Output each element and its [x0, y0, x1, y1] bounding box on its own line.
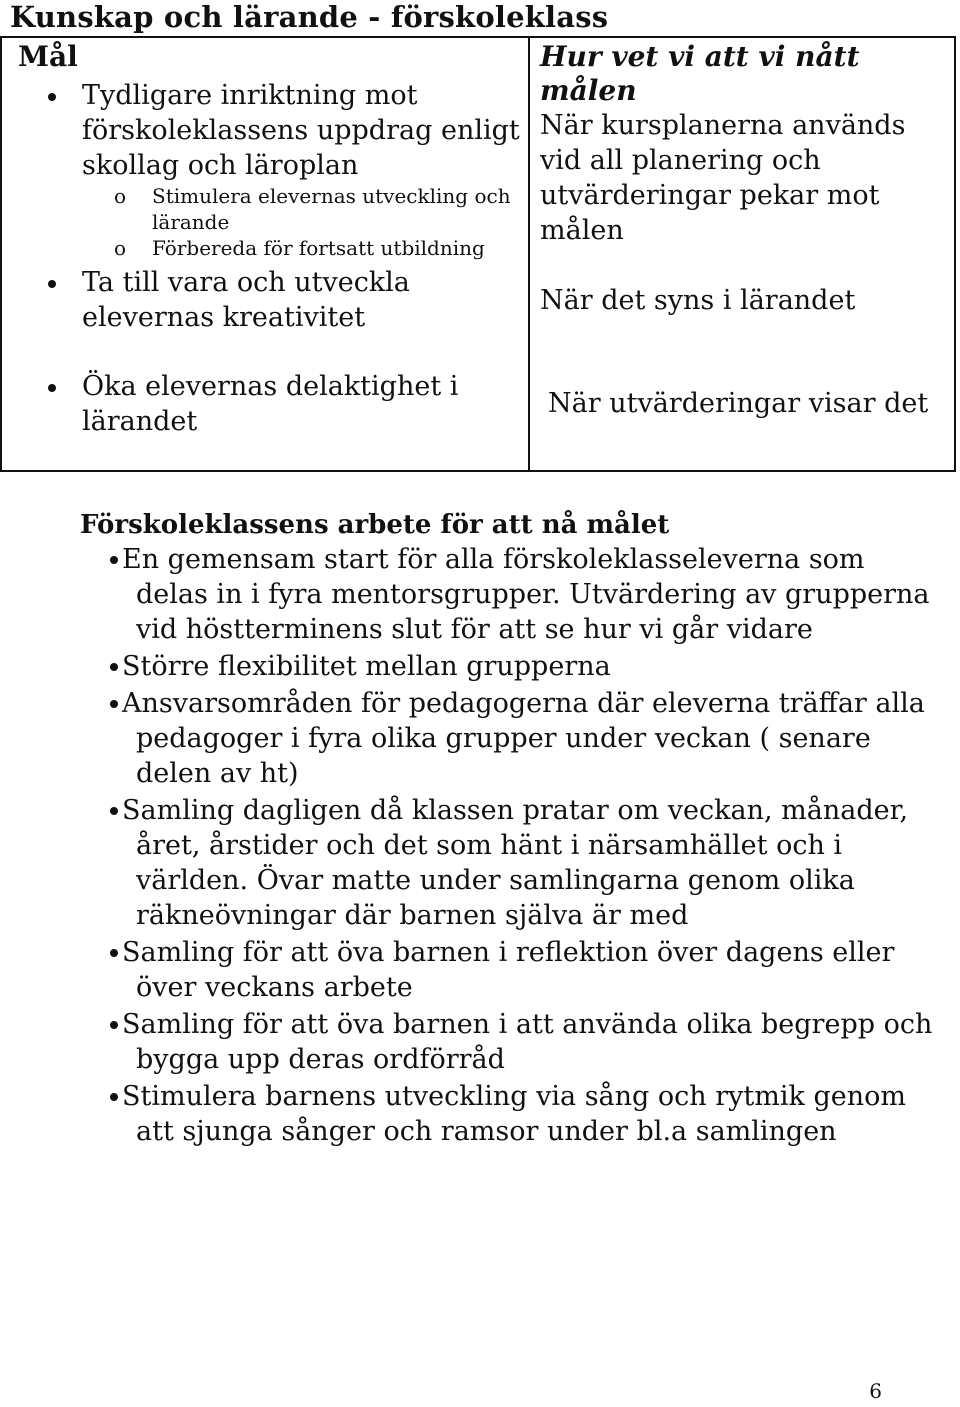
goals-header: Mål	[18, 40, 78, 73]
work-section	[80, 508, 940, 1151]
work-item	[80, 935, 940, 1005]
work-item	[80, 686, 940, 791]
bullet-icon	[110, 949, 118, 957]
goals-list	[18, 78, 523, 183]
work-item	[80, 1007, 940, 1077]
work-item-text: Stimulera barnens utveckling via sång och rytmik genom att sjunga sånger och ramsor under bl.a samlingen	[122, 1081, 906, 1147]
bullet-icon	[110, 1093, 118, 1101]
column-divider	[528, 38, 530, 470]
sub-goal-item	[18, 183, 523, 235]
work-item-text: Samling för att öva barnen i att använda olika begrepp och bygga upp deras ordförråd	[122, 1009, 933, 1075]
bullet-icon	[110, 556, 118, 564]
bullet-icon	[48, 384, 56, 392]
evaluation-text-3: När utvärderingar visar det	[548, 388, 929, 419]
bullet-icon	[110, 807, 118, 815]
bullet-icon	[110, 663, 118, 671]
bullet-icon	[48, 93, 56, 101]
goal-text: Öka elevernas delaktighet i lärandet	[82, 371, 459, 437]
goal-item	[18, 369, 523, 439]
work-item-text: Större flexibilitet mellan grupperna	[122, 651, 611, 682]
goals-list	[18, 265, 523, 439]
goal-item	[18, 78, 523, 183]
bullet-icon	[110, 1021, 118, 1029]
sub-goal-item	[18, 235, 523, 261]
work-item	[80, 1079, 940, 1149]
sub-goal-text: Förbereda för fortsatt utbildning	[152, 236, 485, 260]
goals-column	[18, 40, 523, 439]
work-list	[80, 542, 940, 1149]
work-item-text: Samling för att öva barnen i reflektion över dagens eller över veckans arbete	[122, 937, 895, 1003]
work-item-text: Samling dagligen då klassen pratar om veckan, månader, året, årstider och det som hänt i närsamhället och i världen. Övar matte under samlingarna genom olika räkneövningar där barnen själva är med	[122, 795, 909, 931]
circle-bullet-icon: o	[114, 184, 127, 208]
work-item-text: En gemensam start för alla förskoleklasseleverna som delas in i fyra mentorsgrupper. Utvärdering av grupperna vid höstterminens slut för att se hur vi går vidare	[122, 544, 930, 645]
work-item	[80, 542, 940, 647]
work-item	[80, 793, 940, 933]
goal-sublist	[18, 183, 523, 261]
evaluation-header: Hur vet vi att vi nått målen	[540, 40, 860, 107]
goal-text: Ta till vara och utveckla elevernas kreativitet	[82, 267, 410, 333]
evaluation-text-1: När kursplanerna används vid all planering och utvärderingar pekar mot målen	[540, 110, 906, 246]
goal-text: Tydligare inriktning mot förskoleklassens uppdrag enligt skollag och läroplan	[82, 80, 520, 181]
bullet-icon	[110, 700, 118, 708]
goal-item	[18, 265, 523, 335]
work-item	[80, 649, 940, 684]
evaluation-column	[540, 40, 950, 421]
circle-bullet-icon: o	[114, 236, 127, 260]
bullet-icon	[48, 280, 56, 288]
page-title: Kunskap och lärande - förskoleklass	[10, 0, 609, 34]
goals-table	[0, 36, 956, 472]
sub-goal-text: Stimulera elevernas utveckling och lärande	[152, 184, 511, 234]
page-number: 6	[869, 1379, 882, 1403]
section-heading: Förskoleklassens arbete för att nå målet	[80, 510, 670, 540]
work-item-text: Ansvarsområden för pedagogerna där eleverna träffar alla pedagoger i fyra olika grupper under veckan ( senare delen av ht)	[122, 688, 925, 789]
evaluation-text-2: När det syns i lärandet	[540, 285, 856, 316]
